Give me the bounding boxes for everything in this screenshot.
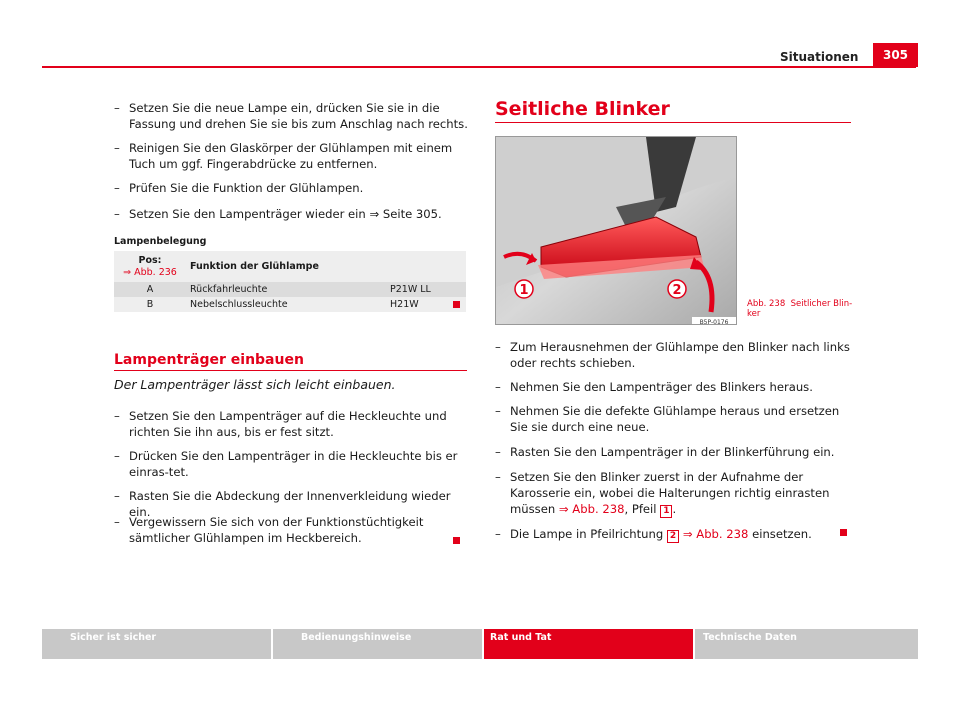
end-marker [840,529,847,536]
footer-tab-safety[interactable]: Sicher ist sicher [42,629,271,659]
table-caption: Lampenbelegung [114,236,207,247]
footer-tab-operation[interactable]: Bedienungshinweise [273,629,482,659]
bullet-text: Zum Herausnehmen der Glühlampe den Blinker nach links oder rechts schieben. [510,340,850,370]
bullet-dash: – [114,489,120,503]
table-row [114,282,466,297]
footer-tab-advice[interactable]: Rat und Tat [484,629,693,659]
table-cell: Nebelschlussleuchte [190,299,288,310]
figure-caption [747,299,857,319]
table-cell: A [146,284,154,295]
bullet-text: Setzen Sie die neue Lampe ein, drücken Sie sie in die Fassung und drehen Sie sie bis zum Anschlag nach rechts. [129,101,468,131]
blinker-illustration [496,137,737,325]
section-heading: Lampenträger einbauen [114,352,304,368]
bullet-dash: – [114,449,120,463]
figure-code: B5P-0176 [699,319,729,325]
footer-tab-technical[interactable]: Technische Daten [695,629,918,659]
bullet-text: Prüfen Sie die Funktion der Glühlampen. [129,181,364,195]
bullet-dash: – [114,409,120,423]
page-number: 305 [873,43,918,67]
bullet-text: Rasten Sie den Lampenträger in der Blinkerführung ein. [510,445,835,459]
bullet-dash: – [114,207,120,221]
callout-ref-2: 2 [667,530,679,543]
lamp-table [114,251,466,312]
bullet-dash: – [495,445,501,459]
figure-reference-link[interactable]: ⇒ Abb. 236 [123,266,177,278]
table-header-func: Funktion der Glühlampe [190,261,319,272]
bullet-text: Die Lampe in Pfeilrichtung [510,527,664,541]
section-heading: Seitliche Blinker [495,98,670,120]
bullet-dash: – [114,515,120,529]
bullet-dash: – [495,404,501,418]
bullet-text: Nehmen Sie die defekte Glühlampe heraus und ersetzen Sie sie durch eine neue. [510,404,840,434]
page-reference-link[interactable]: ⇒ Seite 305. [369,207,442,221]
callout-ref-1: 1 [660,505,672,518]
figure-caption-text: Seitlicher Blin-ker [747,299,853,319]
bullet-dash: – [495,340,501,354]
bullet-dash: – [495,380,501,394]
header-rule [42,66,916,68]
table-header-pos [114,251,186,282]
bullet-text: Setzen Sie den Lampenträger wieder ein [129,207,366,221]
bullet-dash: – [114,101,120,115]
bullet-text: Setzen Sie den Blinker zuerst in der Aufnahme der Karosserie ein, wobei die Halterungen richtig einrasten müssen [510,470,830,516]
section-subtitle: Der Lampenträger lässt sich leicht einbauen. [114,377,396,392]
callout-2: 2 [672,283,682,298]
bullet-text: Drücken Sie den Lampenträger in die Heckleuchte bis er einras-tet. [129,449,458,479]
table-cell: Rückfahrleuchte [190,284,268,295]
bullet-text: Vergewissern Sie sich von der Funktionstüchtigkeit sämtlicher Glühlampen im Heckbereich. [129,515,424,545]
bullet-text: Rasten Sie die Abdeckung der Innenverkleidung wieder ein. [129,489,451,519]
bullet-text: , Pfeil [624,502,657,516]
table-cell: H21W [390,299,419,310]
bullet-text: Reinigen Sie den Glaskörper der Glühlampen mit einem Tuch um ggf. Fingerabdrücke zu entfernen. [129,141,453,171]
bullet-dash: – [114,181,120,195]
page-header-title: Situationen [780,50,859,64]
table-cell: B [146,299,154,310]
bullet-text: einsetzen. [752,527,812,541]
bullet-text: Nehmen Sie den Lampenträger des Blinkers heraus. [510,380,813,394]
table-cell: P21W LL [390,284,431,295]
end-marker [453,537,460,544]
bullet-dash: – [495,527,501,541]
bullet-dash: – [114,141,120,155]
bullet-text: Setzen Sie den Lampenträger auf die Heckleuchte und richten Sie ihn aus, bis er fest sitzt. [129,409,447,439]
table-row [114,297,466,312]
end-marker [453,301,460,308]
figure-blinker-photo [495,136,737,325]
section-rule [114,370,467,371]
section-rule [495,122,851,123]
bullet-dash: – [495,470,501,484]
col-pos-label: Pos: [138,254,162,266]
callout-1: 1 [519,283,529,298]
figure-reference-link[interactable]: ⇒ Abb. 238 [682,527,749,541]
figure-reference-link[interactable]: ⇒ Abb. 238 [558,502,625,516]
figure-label: Abb. 238 [747,299,786,309]
